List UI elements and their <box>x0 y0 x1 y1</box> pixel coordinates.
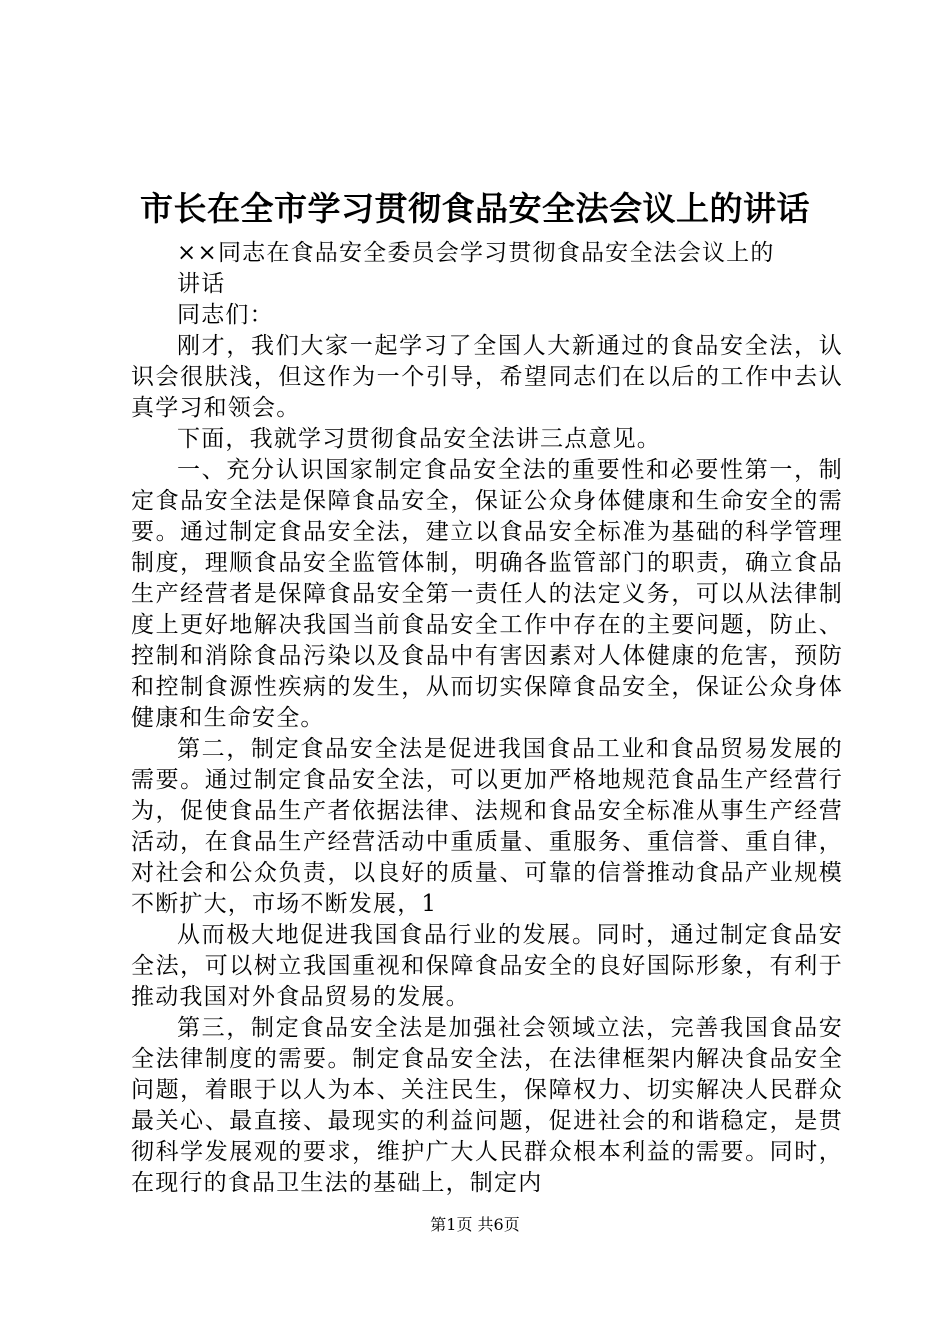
paragraph-intro: 刚才，我们大家一起学习了全国人大新通过的食品安全法，认识会很肤浅，但这作为一个引导，希望同志们在以后的工作中去认真学习和领会。 <box>131 333 843 421</box>
document-title: 市长在全市学习贯彻食品安全法会议上的讲话 <box>140 189 810 228</box>
paragraph-salutation: 同志们： <box>177 302 274 328</box>
document-body <box>131 238 843 1199</box>
document-subtitle: ××同志在食品安全委员会学习贯彻食品安全法会议上的讲话 <box>177 240 775 297</box>
paragraph-point-one: 一、充分认识国家制定食品安全法的重要性和必要性第一，制定食品安全法是保障食品安全，保证公众身体健康和生命安全的需要。通过制定食品安全法，建立以食品安全标准为基础的科学管理制度，理顺食品安全监管体制，明确各监管部门的职责，确立食品生产经营者是保障食品安全第一责任人的法定义务，可以从法律制度上更好地解决我国当前食品安全工作中存在的主要问题，防止、控制和消除食品污染以及食品中有害因素对人体健康的危害，预防和控制食源性疾病的发生，从而切实保障食品安全，保证公众身体健康和生命安全。 <box>131 457 843 731</box>
paragraph-outline: 下面，我就学习贯彻食品安全法讲三点意见。 <box>177 426 661 452</box>
paragraph-point-two-cont: 从而极大地促进我国食品行业的发展。同时，通过制定食品安全法，可以树立我国重视和保障食品安全的良好国际形象，有利于推动我国对外食品贸易的发展。 <box>131 922 843 1010</box>
paragraph-point-two: 第二，制定食品安全法是促进我国食品工业和食品贸易发展的需要。通过制定食品安全法，可以更加严格地规范食品生产经营行为，促使食品生产者依据法律、法规和食品安全标准从事生产经营活动，在食品生产经营活动中重质量、重服务、重信誉、重自律，对社会和公众负责，以良好的质量、可靠的信誉推动食品产业规模不断扩大，市场不断发展，1 <box>131 736 843 917</box>
page-number: 第1页 共6页 <box>430 1215 520 1234</box>
paragraph-point-three: 第三，制定食品安全法是加强社会领域立法，完善我国食品安全法律制度的需要。制定食品安全法，在法律框架内解决食品安全问题，着眼于以人为本、关注民生，保障权力、切实解决人民群众最关心、最直接、最现实的利益问题，促进社会的和谐稳定，是贯彻科学发展观的要求，维护广大人民群众根本利益的需要。同时，在现行的食品卫生法的基础上，制定内 <box>131 1015 843 1196</box>
